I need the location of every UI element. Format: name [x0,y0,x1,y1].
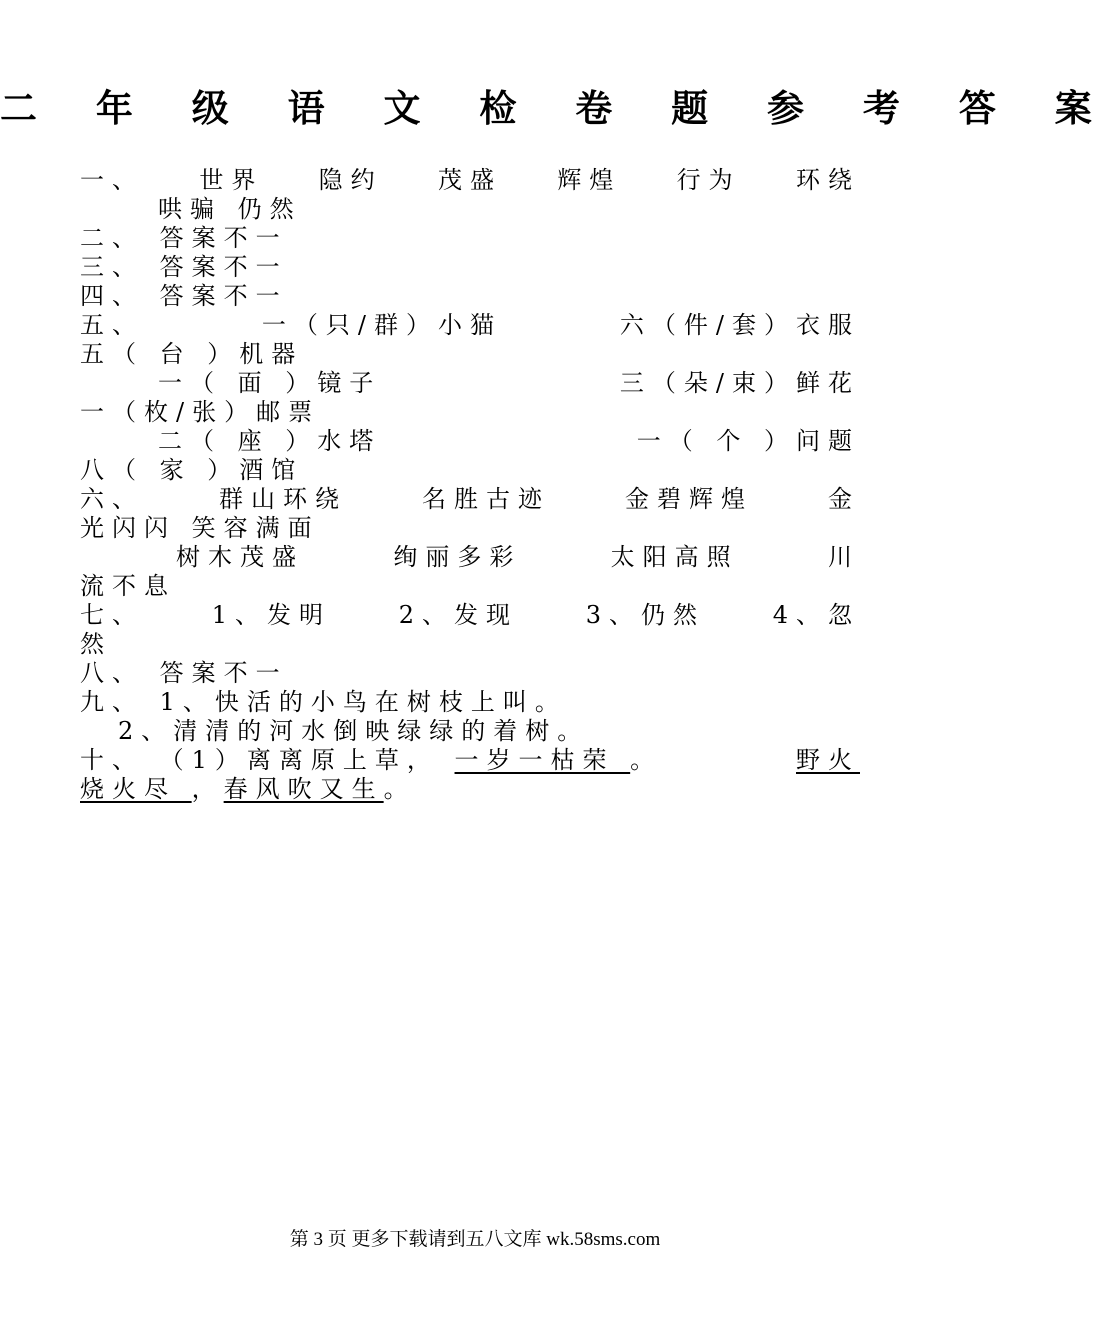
answer-text: 太阳高照 [610,543,739,571]
answer-5-number: 五、 [80,311,144,339]
answer-text: 世界 [199,166,264,194]
answer-line-5-cont: 八（ 家 ）酒馆 [80,456,304,484]
answer-line-5 [80,311,860,340]
answer-text: 行为 [676,166,741,194]
answer-line-6-row [80,543,860,572]
answer-text: 树木茂盛 [176,543,304,571]
answer-content [80,166,860,804]
answer-text: 3、仍然 [585,601,705,629]
answer-text: 一（ 个 ）问题 [636,427,860,455]
answer-line-4: 四、 答案不一 [80,282,288,310]
answer-line-5-cont: 一（枚/张）邮票 [80,398,321,426]
underlined-answer: 春风吹又生 [223,775,384,803]
answer-line-6-cont: 流不息 [80,572,176,600]
answer-line-1-cont: 哄骗 仍然 [158,195,302,223]
answer-text: 二（ 座 ）水塔 [158,427,382,455]
answer-line-6-cont: 光闪闪 笑容满面 [80,514,320,542]
answer-text: 环绕 [795,166,860,194]
answer-text: 名胜古迹 [422,485,550,513]
answer-text: 六（件/套）衣服 [619,311,860,339]
answer-text: 一（只/群）小猫 [261,311,502,339]
answer-text: 4、忽 [772,601,860,629]
answer-text: 川 [827,543,860,571]
answer-line-7 [80,601,860,630]
answer-text: 三（朵/束）鲜花 [619,369,860,397]
answer-7-number: 七、 [80,601,144,629]
answer-6-number: 六、 [80,485,144,513]
page-footer: 第 3 页 更多下载请到五八文库 wk.58sms.com [289,1229,661,1250]
underlined-answer: 一岁一枯荣 [454,746,631,774]
answer-text: 辉煌 [557,166,622,194]
answer-line-8: 八、 答案不一 [80,659,288,687]
answer-text: 2、发现 [398,601,518,629]
answer-line-7-cont: 然 [80,630,112,658]
answer-1-number: 一、 [80,166,144,194]
answer-text: 群山环绕 [219,485,347,513]
answer-text: 茂盛 [437,166,502,194]
underlined-answer: 野火 [796,746,860,774]
answer-text: 金碧辉煌 [625,485,753,513]
answer-line-10-cont [80,775,860,804]
underlined-answer: 烧火尽 [80,775,192,803]
answer-line-5-row [80,427,860,456]
answer-line-9: 九、 1、快活的小鸟在树枝上叫。 [80,688,567,716]
answer-text: 1、发明 [211,601,331,629]
answer-line-5-row [80,369,860,398]
answer-line-9-cont: 2、清清的河水倒映绿绿的着树。 [118,717,590,745]
answer-text: 绚丽多彩 [393,543,522,571]
answer-text: 隐约 [318,166,383,194]
page-title: 二 年 级 语 文 检 卷 题 参 考 答 案 [0,87,1115,130]
answer-text: 。 [383,775,416,803]
answer-line-1 [80,166,860,195]
answer-text: 一（ 面 ）镜子 [158,369,382,397]
answer-line-3: 三、 答案不一 [80,253,288,281]
answer-line-10 [80,746,860,775]
answer-text: 。 [630,746,663,774]
answer-text: 十、 （1）离离原上草， [80,746,455,774]
answer-line-5-cont: 五（ 台 ）机器 [80,340,304,368]
answer-line-2: 二、 答案不一 [80,224,288,252]
answer-line-6 [80,485,860,514]
answer-text: 金 [828,485,860,513]
answer-text: ， [191,775,224,803]
